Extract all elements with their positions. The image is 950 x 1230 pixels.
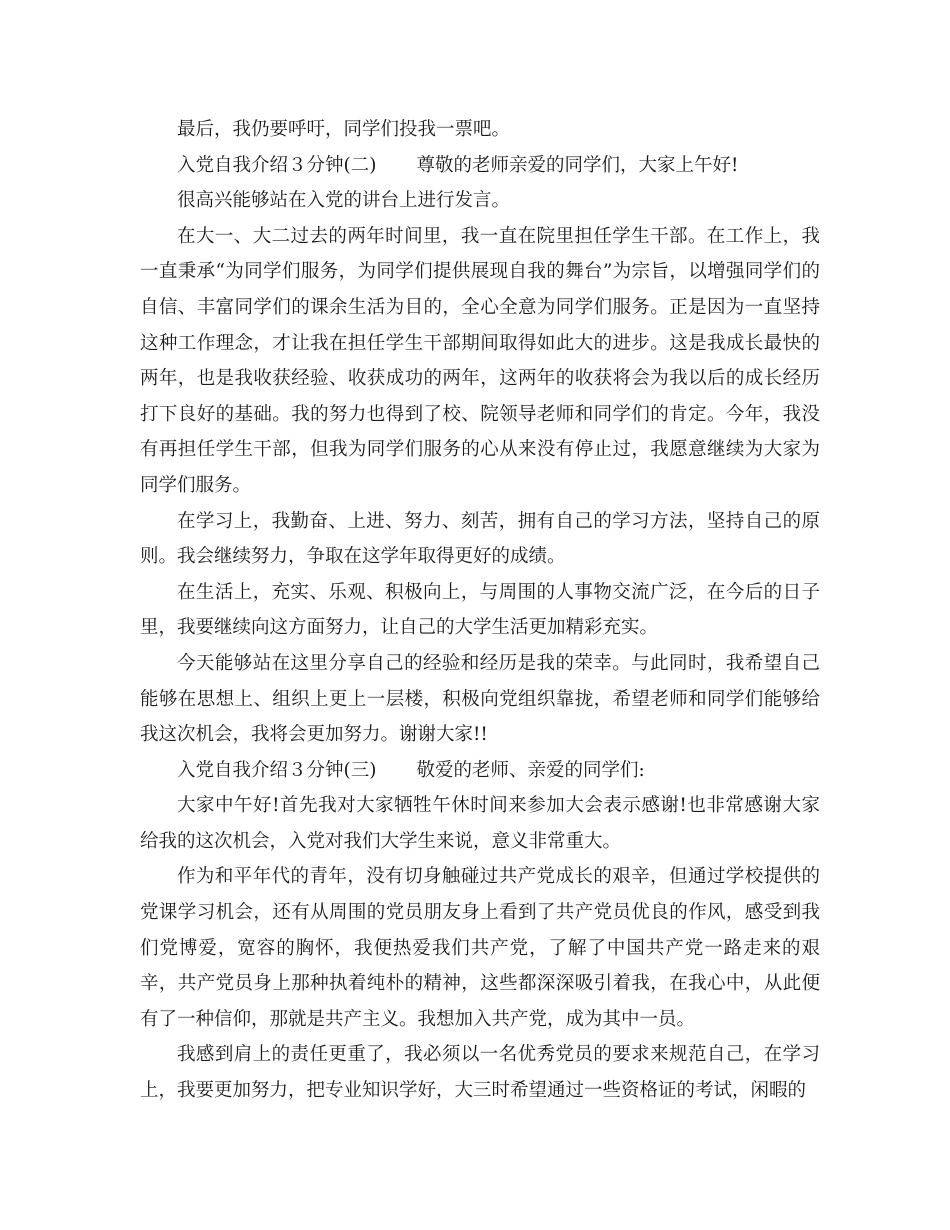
greeting: 敬爱的老师、亲爱的同学们: — [416, 759, 645, 781]
section-title: 入党自我介绍３分钟(二) — [177, 154, 377, 176]
paragraph: 在学习上，我勤奋、上进、努力、刻苦，拥有自己的学习方法，坚持自己的原则。我会继续努力，争取在这学年取得更好的成绩。 — [140, 510, 820, 568]
paragraph: 在大一、大二过去的两年时间里，我一直在院里担任学生干部。在工作上，我一直秉承“为同学们服务，为同学们提供展现自我的舞台”为宗旨，以增强同学们的自信、丰富同学们的课余生活为目的，全心全意为同学们服务。正是因为一直坚持这种工作理念，才让我在担任学生干部期间取得如此大的进步。这是我成长最快的两年，也是我收获经验、收获成功的两年，这两年的收获将会为我以后的成长经历打下良好的基础。我的努力也得到了校、院领导老师和同学们的肯定。今年，我没有再担任学生干部，但我为同学们服务的心从来没有停止过，我愿意继续为大家为同学们服务。 — [140, 225, 820, 496]
paragraph: 大家中午好!首先我对大家牺牲午休时间来参加大会表示感谢!也非常感谢大家给我的这次机会，入党对我们大学生来说，意义非常重大。 — [140, 795, 820, 852]
section-title: 入党自我介绍３分钟(三) — [177, 759, 377, 781]
document-body — [140, 112, 820, 1109]
paragraph: 在生活上，充实、乐观、积极向上，与周围的人事物交流广泛，在今后的日子里，我要继续向这方面努力，让自己的大学生活更加精彩充实。 — [140, 581, 820, 639]
section-heading-2 — [140, 148, 820, 184]
paragraph: 很高兴能够站在入党的讲台上进行发言。 — [177, 190, 511, 212]
paragraph: 最后，我仍要呼吁，同学们投我一票吧。 — [177, 119, 511, 140]
paragraph: 作为和平年代的青年，没有切身触碰过共产党成长的艰辛，但通过学校提供的党课学习机会，还有从周围的党员朋友身上看到了共产党员优良的作风，感受到我们党博爱，宽容的胸怀，我便热爱我们共产党，了解了中国共产党一路走来的艰辛，共产党员身上那种执着纯朴的精神，这些都深深吸引着我，在我心中，从此便有了一种信仰，那就是共产主义。我想加入共产党，成为其中一员。 — [140, 866, 820, 1030]
paragraph: 我感到肩上的责任更重了，我必须以一名优秀党员的要求来规范自己，在学习上，我要更加努力，把专业知识学好，大三时希望通过一些资格证的考试，闲暇的 — [140, 1044, 820, 1102]
paragraph: 今天能够站在这里分享自己的经验和经历是我的荣幸。与此同时，我希望自己能够在思想上、组织上更上一层楼，积极向党组织靠拢，希望老师和同学们能够给我这次机会，我将会更加努力。谢谢大家!! — [140, 652, 820, 746]
section-heading-3 — [140, 753, 820, 789]
greeting: 尊敬的老师亲爱的同学们，大家上午好! — [416, 154, 739, 176]
